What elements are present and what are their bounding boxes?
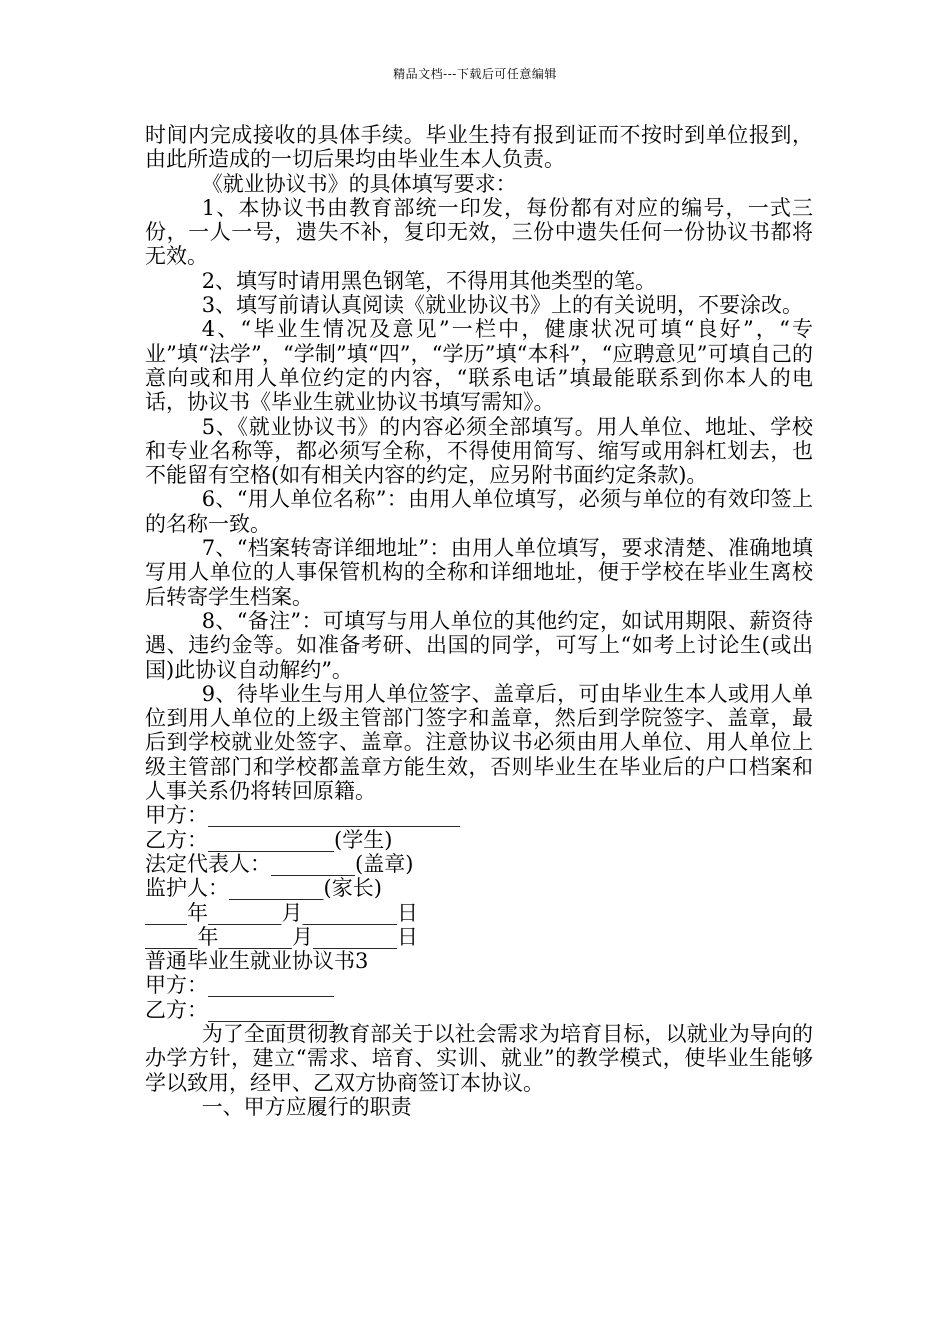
requirement-item-8: 8、“备注”：可填写与用人单位的其他约定，如试用期限、薪资待遇、违约金等。如准备考研、出国的同学，可写上“如考上讨论生(或出国)此协议自动解约”。 <box>145 608 813 682</box>
requirement-item-9: 9、待毕业生与用人单位签字、盖章后，可由毕业生本人或用人单位到用人单位的上级主管部门签字和盖章，然后到学院签字、盖章，最后到学校就业处签字、盖章。注意协议书必须由用人单位、用人单位上级主管部门和学校都盖章方能生效，否则毕业生在毕业后的户口档案和人事关系仍将转回原籍。 <box>145 681 813 804</box>
requirement-item-4: 4、“毕业生情况及意见”一栏中，健康状况可填“良好”，“专业”填“法学”，“学制”填“四”，“学历”填“本科”，“应聘意见”可填自己的意向或和用人单位约定的内容，“联系电话”填最能联系到你本人的电话，协议书《毕业生就业协议书填写需知》。 <box>145 317 813 415</box>
requirement-item-5: 5、《就业协议书》的内容必须全部填写。用人单位、地址、学校和专业名称等，都必须写全称，不得使用简写、缩写或用斜杠划去，也不能留有空格(如有相关内容的约定，应另附书面约定条款)。 <box>145 414 813 488</box>
agreement-title: 普通毕业生就业协议书3 <box>145 949 369 974</box>
document-body <box>145 123 813 1119</box>
requirement-item-2: 2、填写时请用黑色钢笔，不得用其他类型的笔。 <box>201 268 657 293</box>
requirement-item-6: 6、“用人单位名称”：由用人单位填写，必须与单位的有效印签上的名称一致。 <box>145 487 813 536</box>
legal-representative-line: 法定代表人：________(盖章) <box>145 851 414 876</box>
party-b-line: 乙方：____________ <box>145 997 334 1022</box>
party-b-line: 乙方：____________(学生) <box>145 827 393 852</box>
party-a-line: 甲方：________________________ <box>145 803 460 828</box>
requirement-item-7: 7、“档案转寄详细地址”：由用人单位填写，要求清楚、准确地填写用人单位的人事保管机构的全称和详细地址，便于学校在毕业生离校后转寄学生档案。 <box>145 536 813 609</box>
page-header: 精品文档---下载后可任意编辑 <box>393 67 557 81</box>
requirement-item-1: 1、本协议书由教育部统一印发，每份都有对应的编号，一式三份，一人一号，遗失不补，复印无效，三份中遗失任何一份协议书都将无效。 <box>145 195 813 269</box>
body-paragraph: 时间内完成接收的具体手续。毕业生持有报到证而不按时到单位报到，由此所造成的一切后果均由毕业生本人负责。 <box>145 123 813 172</box>
requirement-item-3: 3、填写前请认真阅读《就业协议书》上的有关说明，不要涂改。 <box>201 293 804 318</box>
guardian-line: 监护人：_________(家长) <box>145 876 382 901</box>
party-a-line: 甲方：____________ <box>145 973 334 998</box>
date-line: _____年_______月________日 <box>145 924 418 949</box>
section-heading: 一、甲方应履行的职责 <box>201 1094 412 1119</box>
date-line: ____年_______月_________日 <box>145 900 418 925</box>
section-heading: 《就业协议书》的具体填写要求： <box>201 171 517 196</box>
agreement-intro-paragraph: 为了全面贯彻教育部关于以社会需求为培育目标，以就业为导向的办学方针，建立“需求、培育、实训、就业”的教学模式，使毕业生能够学以致用，经甲、乙双方协商签订本协议。 <box>145 1021 813 1095</box>
